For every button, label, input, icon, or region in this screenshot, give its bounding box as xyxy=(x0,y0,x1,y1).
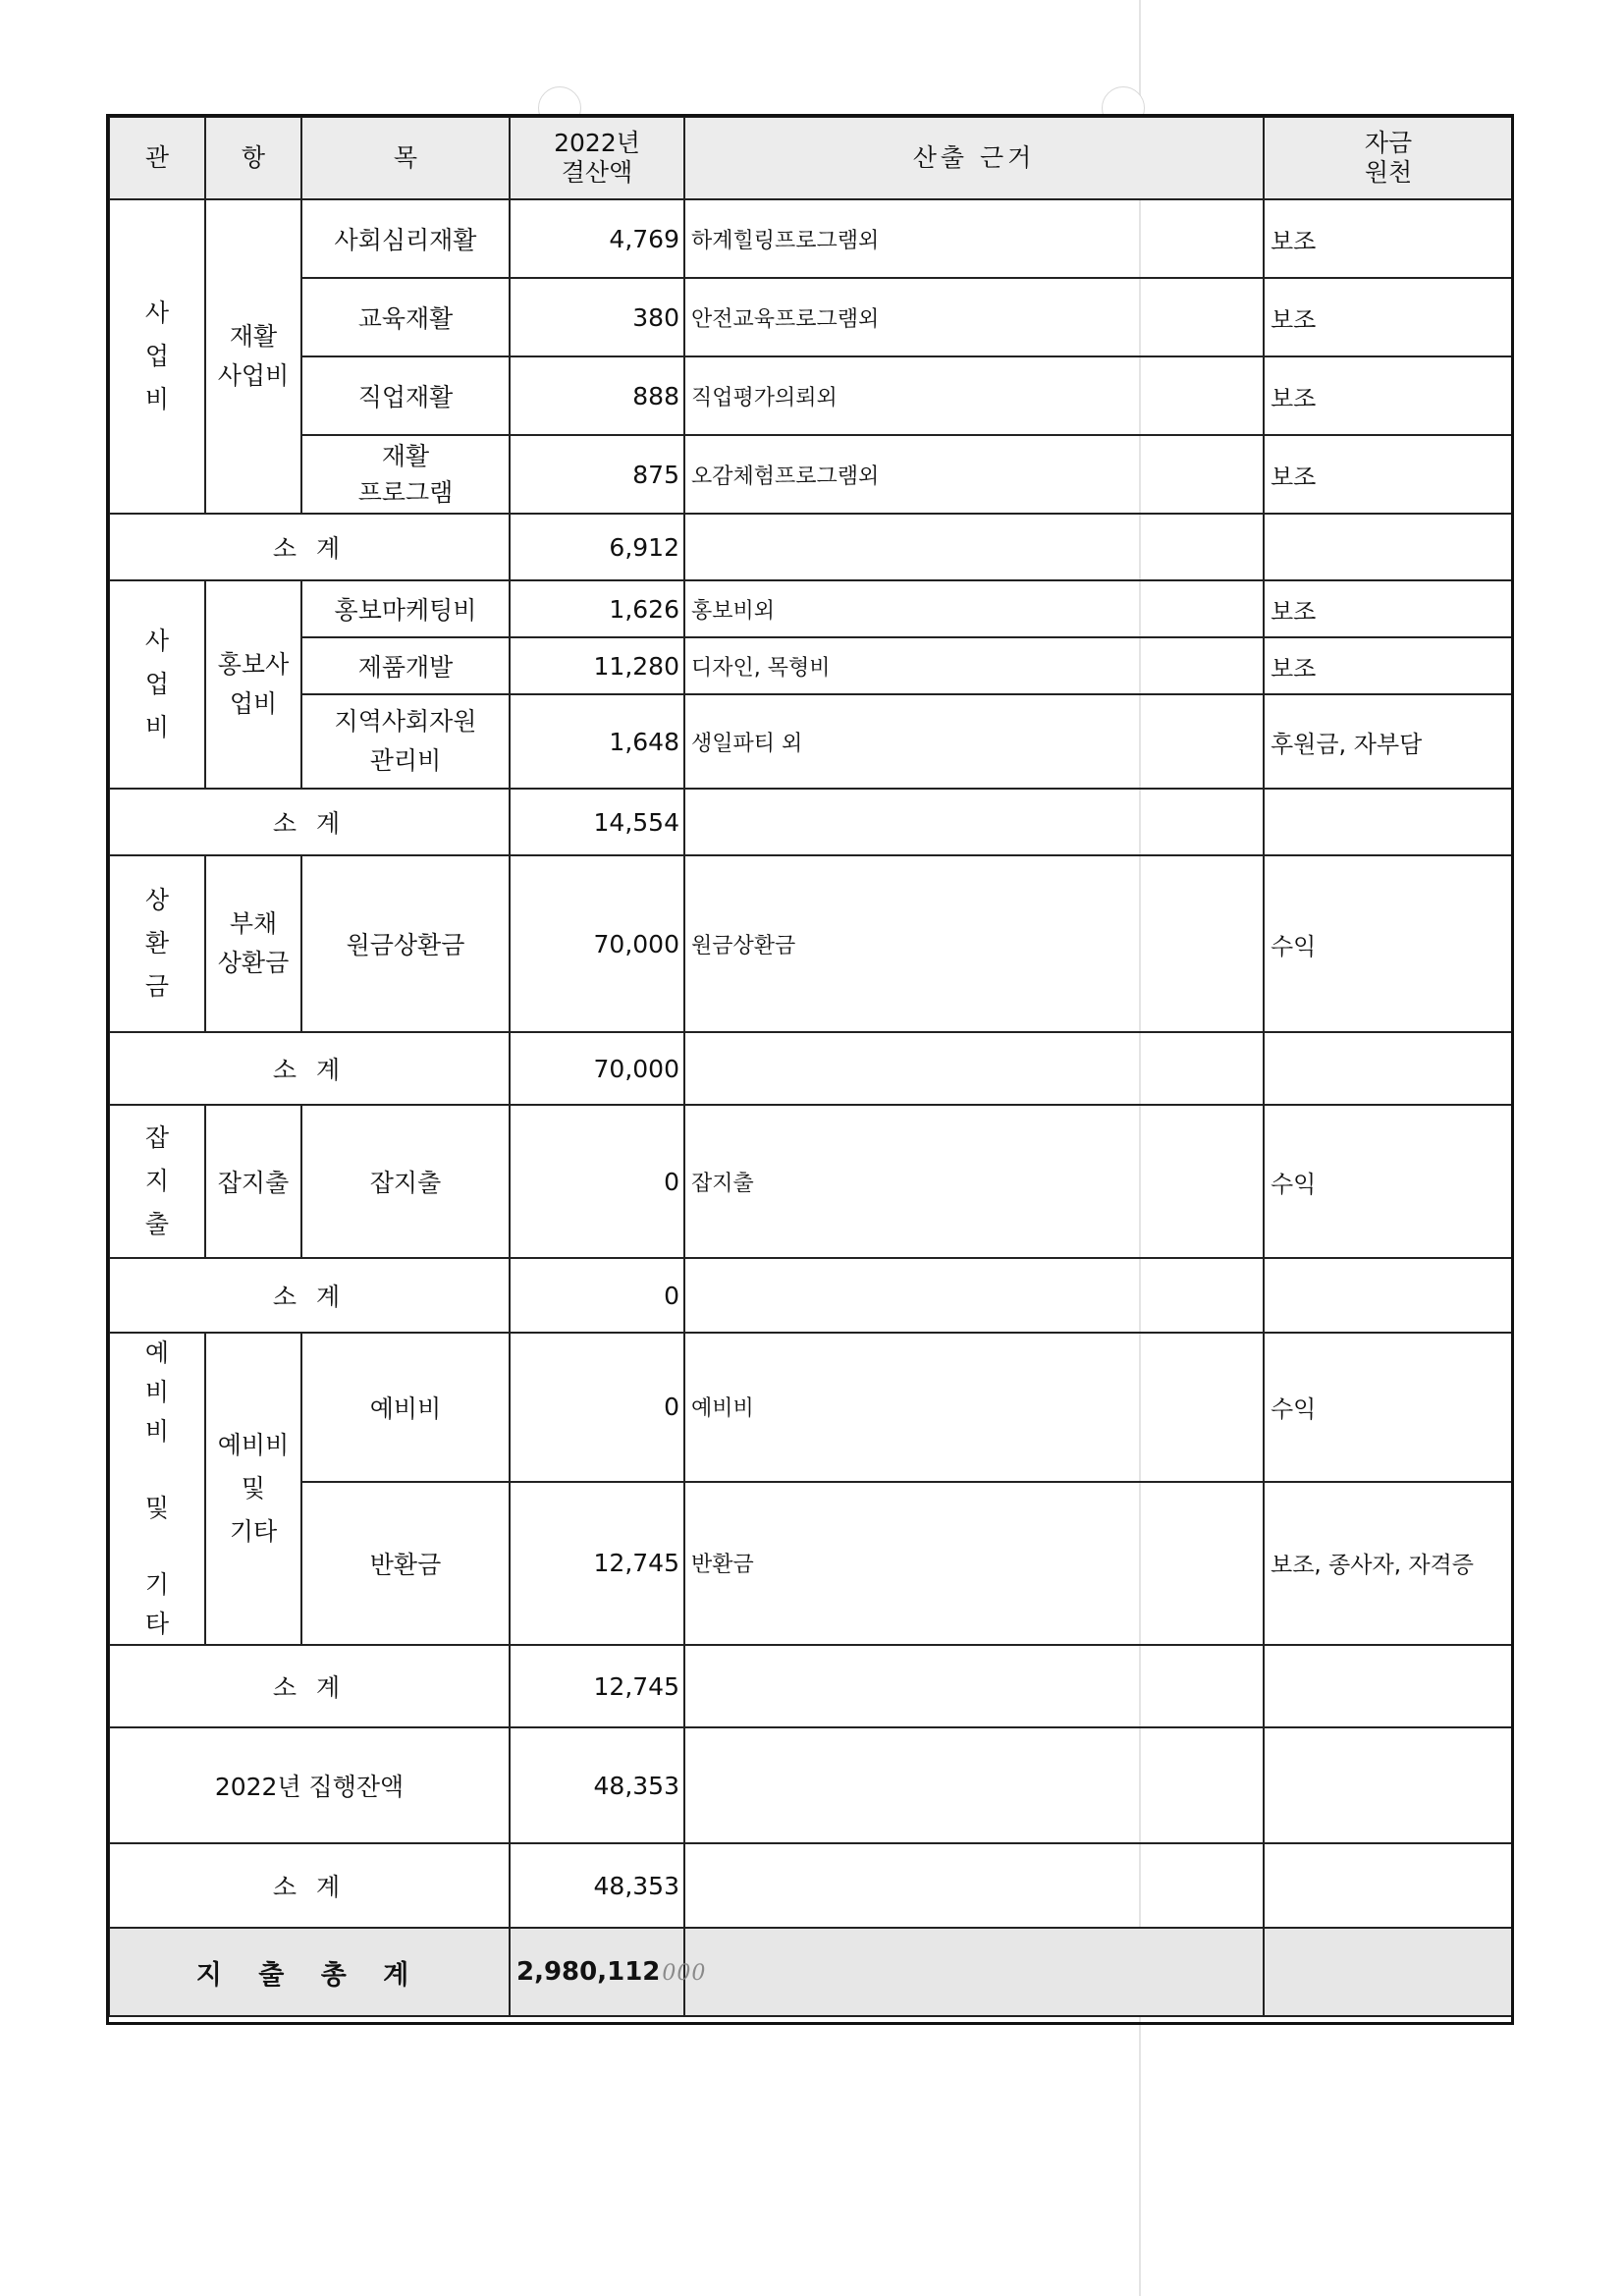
gwan-char: 업 xyxy=(144,670,170,699)
hang-line: 업비 xyxy=(229,689,278,718)
table-row xyxy=(109,1105,1513,1258)
amount-cell: 0 xyxy=(510,1333,684,1482)
fund-cell: 보조 xyxy=(1264,637,1513,694)
table-row xyxy=(109,278,1513,356)
grand-total-amount xyxy=(510,1928,707,2016)
hang-line: 기타 xyxy=(229,1516,278,1546)
gwan-char: 비 xyxy=(144,384,170,413)
subtotal-row xyxy=(109,1645,1513,1727)
subtotal-amount: 12,745 xyxy=(510,1645,684,1727)
mok-cell: 원금상환금 xyxy=(301,855,510,1032)
table-row xyxy=(109,580,1513,637)
section3-gwan xyxy=(109,855,205,1032)
basis-cell: 홍보비외 xyxy=(684,580,1264,637)
mok-line: 관리비 xyxy=(369,746,442,775)
basis-cell: 디자인, 목형비 xyxy=(684,637,1264,694)
section3-hang xyxy=(205,855,301,1032)
subtotal-label: 소 계 xyxy=(109,1032,510,1105)
empty-cell xyxy=(1264,1928,1513,2016)
gwan-char: 예 xyxy=(144,1339,170,1367)
gwan-char: 및 xyxy=(144,1494,170,1522)
mok-cell: 반환금 xyxy=(301,1482,510,1645)
empty-cell xyxy=(1264,1843,1513,1928)
gwan-char: 사 xyxy=(144,299,170,328)
basis-cell: 직업평가의뢰외 xyxy=(684,356,1264,435)
table-row xyxy=(109,1482,1513,1645)
mok-line: 재활 xyxy=(381,441,430,470)
empty-cell xyxy=(684,1645,1264,1727)
amount-cell: 888 xyxy=(510,356,684,435)
gwan-char: 상 xyxy=(144,886,170,915)
gwan-char: 업 xyxy=(144,342,170,371)
table-row xyxy=(109,199,1513,278)
amount-cell: 0 xyxy=(510,1105,684,1258)
empty-cell xyxy=(684,1843,1264,1928)
amount-cell: 380 xyxy=(510,278,684,356)
empty-cell xyxy=(1264,789,1513,855)
expenditure-settlement-table xyxy=(108,116,1514,2017)
section1-hang xyxy=(205,199,301,514)
amount-cell: 4,769 xyxy=(510,199,684,278)
basis-cell: 하계힐링프로그램외 xyxy=(684,199,1264,278)
header-fund-line1: 자금 xyxy=(1364,129,1413,157)
header-amount-line2: 결산액 xyxy=(561,158,633,187)
header-amount xyxy=(510,117,684,199)
mok-line: 프로그램 xyxy=(357,478,454,507)
table-row xyxy=(109,1333,1513,1482)
basis-cell: 원금상환금 xyxy=(684,855,1264,1032)
header-hang: 항 xyxy=(205,117,301,199)
subtotal-label: 소 계 xyxy=(109,1258,510,1333)
subtotal-label: 소 계 xyxy=(109,1843,510,1928)
fund-cell: 수익 xyxy=(1264,855,1513,1032)
amount-cell: 1,626 xyxy=(510,580,684,637)
gwan-char: 금 xyxy=(144,971,170,1001)
basis-cell: 예비비 xyxy=(684,1333,1264,1482)
mok-cell: 교육재활 xyxy=(301,278,510,356)
header-fund-line2: 원천 xyxy=(1364,158,1413,187)
empty-cell xyxy=(1264,1727,1513,1843)
mok-cell: 홍보마케팅비 xyxy=(301,580,510,637)
gwan-char: 잡 xyxy=(144,1123,170,1153)
balance-label: 2022년 집행잔액 xyxy=(109,1727,510,1843)
subtotal-row xyxy=(109,1843,1513,1928)
mok-cell: 직업재활 xyxy=(301,356,510,435)
amount-cell: 875 xyxy=(510,435,684,514)
gwan-char: 비 xyxy=(144,1378,170,1406)
basis-cell: 생일파티 외 xyxy=(684,694,1264,789)
subtotal-row xyxy=(109,514,1513,580)
fund-cell: 보조 xyxy=(1264,580,1513,637)
table-row xyxy=(109,637,1513,694)
subtotal-label: 소 계 xyxy=(109,1645,510,1727)
amount-cell: 11,280 xyxy=(510,637,684,694)
fund-cell: 보조 xyxy=(1264,199,1513,278)
basis-cell: 잡지출 xyxy=(684,1105,1264,1258)
hang-line: 재활 xyxy=(229,322,278,351)
header-mok: 목 xyxy=(301,117,510,199)
subtotal-amount: 0 xyxy=(510,1258,684,1333)
section4-gwan xyxy=(109,1105,205,1258)
mok-cell: 사회심리재활 xyxy=(301,199,510,278)
mok-cell: 예비비 xyxy=(301,1333,510,1482)
grand-total-row xyxy=(109,1928,1513,2016)
grand-total-label: 지 출 총 계 xyxy=(109,1928,510,2016)
fund-cell: 보조 xyxy=(1264,356,1513,435)
gwan-char: 출 xyxy=(144,1209,170,1238)
table-row xyxy=(109,855,1513,1032)
subtotal-row xyxy=(109,789,1513,855)
gwan-char: 환 xyxy=(144,929,170,958)
gwan-char: 지 xyxy=(144,1167,170,1196)
header-fund-source xyxy=(1264,117,1513,199)
section2-gwan xyxy=(109,580,205,789)
section2-hang xyxy=(205,580,301,789)
balance-row xyxy=(109,1727,1513,1843)
subtotal-row xyxy=(109,1258,1513,1333)
mok-cell: 잡지출 xyxy=(301,1105,510,1258)
section1-gwan xyxy=(109,199,205,514)
subtotal-amount: 48,353 xyxy=(510,1843,684,1928)
empty-cell xyxy=(1264,1645,1513,1727)
header-amount-line1: 2022년 xyxy=(554,129,640,157)
subtotal-row xyxy=(109,1032,1513,1105)
section4-hang: 잡지출 xyxy=(205,1105,301,1258)
subtotal-amount: 70,000 xyxy=(510,1032,684,1105)
hang-line: 상환금 xyxy=(217,949,290,977)
grand-total-value: 2,980,112 xyxy=(516,1957,661,1987)
fund-cell: 수익 xyxy=(1264,1105,1513,1258)
empty-cell xyxy=(684,1032,1264,1105)
empty-cell xyxy=(684,514,1264,580)
subtotal-amount: 6,912 xyxy=(510,514,684,580)
gwan-char: 비 xyxy=(144,712,170,741)
gwan-char: 사 xyxy=(144,627,170,656)
table-row xyxy=(109,694,1513,789)
amount-cell: 1,648 xyxy=(510,694,684,789)
header-basis: 산출 근거 xyxy=(684,117,1264,199)
subtotal-label: 소 계 xyxy=(109,514,510,580)
empty-cell xyxy=(684,789,1264,855)
basis-cell: 오감체험프로그램외 xyxy=(684,435,1264,514)
empty-cell xyxy=(684,1727,1264,1843)
basis-cell: 안전교육프로그램외 xyxy=(684,278,1264,356)
mok-line: 지역사회자원 xyxy=(334,707,477,736)
empty-cell xyxy=(684,1258,1264,1333)
basis-cell: 반환금 xyxy=(684,1482,1264,1645)
mok-cell xyxy=(301,435,510,514)
hang-line: 홍보사 xyxy=(217,650,290,679)
mok-cell: 제품개발 xyxy=(301,637,510,694)
gwan-char: 기 xyxy=(144,1570,170,1599)
subtotal-amount: 14,554 xyxy=(510,789,684,855)
section5-hang xyxy=(205,1333,301,1645)
subtotal-label: 소 계 xyxy=(109,789,510,855)
fund-cell: 보조, 종사자, 자격증 xyxy=(1264,1482,1513,1645)
empty-cell xyxy=(684,1928,1264,2016)
empty-cell xyxy=(1264,1032,1513,1105)
table-row xyxy=(109,356,1513,435)
mok-cell xyxy=(301,694,510,789)
hang-line: 사업비 xyxy=(217,361,290,390)
balance-amount: 48,353 xyxy=(510,1727,684,1843)
fund-cell: 보조 xyxy=(1264,278,1513,356)
table-header-row xyxy=(109,117,1513,199)
gwan-char: 타 xyxy=(144,1610,170,1638)
empty-cell xyxy=(1264,514,1513,580)
amount-cell: 70,000 xyxy=(510,855,684,1032)
section5-gwan xyxy=(109,1333,205,1645)
fund-cell: 보조 xyxy=(1264,435,1513,514)
empty-cell xyxy=(1264,1258,1513,1333)
gwan-char: 비 xyxy=(144,1417,170,1446)
hang-line: 부채 xyxy=(229,909,278,938)
fund-cell: 수익 xyxy=(1264,1333,1513,1482)
hang-line: 예비비 xyxy=(217,1431,290,1460)
hang-line: 및 xyxy=(241,1474,266,1503)
header-gwan: 관 xyxy=(109,117,205,199)
amount-cell: 12,745 xyxy=(510,1482,684,1645)
table-row xyxy=(109,435,1513,514)
fund-cell: 후원금, 자부담 xyxy=(1264,694,1513,789)
handwritten-annotation: 000 xyxy=(662,1961,707,1986)
